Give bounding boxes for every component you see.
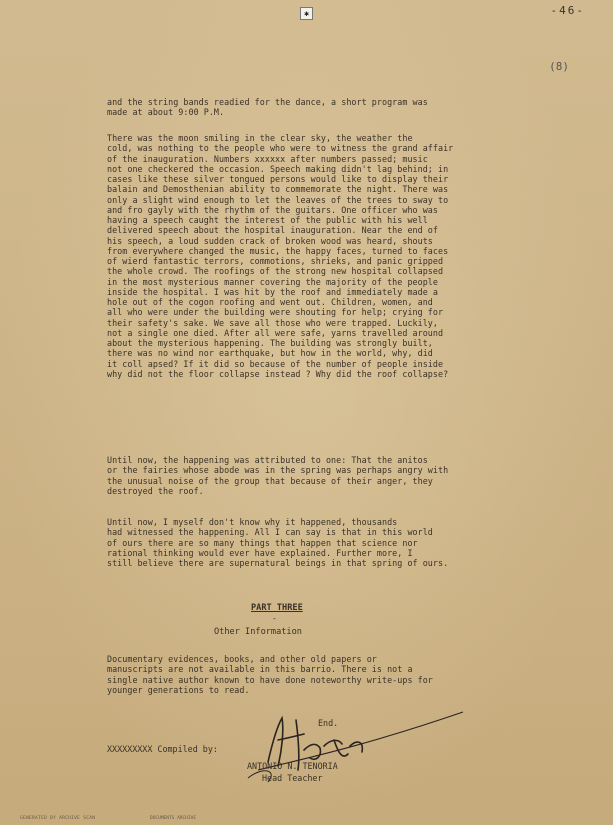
text-line: the unusual noise of the group that because of their anger, they: [107, 475, 433, 486]
text-line: or the fairies whose abode was in the spring was perhaps angry with: [107, 465, 449, 476]
bookmark-icon[interactable]: ✱: [300, 7, 313, 20]
text-line: from everywhere changed the music, the happy faces, turned to faces: [107, 245, 449, 256]
compiler-name: ANTONIO N. TENORIA: [247, 761, 338, 771]
end-marker: End.: [318, 718, 339, 728]
text-line: there was no wind nor earthquake, but how in the world, why, did: [107, 348, 433, 359]
text-line: not a single one died. After all were safe, yarns travelled around: [107, 327, 444, 338]
text-line: younger generations to read.: [107, 684, 250, 695]
text-line: made at about 9:00 P.M.: [107, 107, 225, 118]
text-line: still believe there are supernatural beings in that spring of ours.: [107, 558, 449, 568]
footer-right: DOCUMENTS ARCHIVE: [150, 816, 197, 821]
text-line: of wierd fantastic terrors, commotions, shrieks, and panic gripped: [107, 256, 444, 266]
text-line: the whole crowd. The roofings of the strong new hospital collapsed: [107, 266, 444, 277]
page-number: -46-: [550, 4, 585, 17]
footer-left: GENERATED BY ARCHIVE SCAN: [20, 816, 96, 821]
text-line: about the mysterious happening. The building was strongly built,: [107, 338, 433, 348]
part-dash: -: [272, 614, 277, 623]
section-number: (8): [549, 60, 569, 73]
text-line: in the most mysterious manner covering the majority of the people: [107, 276, 438, 287]
text-line: and fro gayly with the rhythm of the guitars. One officer who was: [107, 204, 438, 215]
text-line: had witnessed the happening. All I can say is that in this world: [107, 527, 433, 538]
paragraph-2: [107, 133, 453, 379]
text-line: all who were under the building were shouting for help; crying for: [107, 307, 444, 318]
text-line: and the string bands readied for the dance, a short program was: [107, 97, 428, 107]
text-line: it coll apsed? If it did so because of the number of people inside: [107, 358, 444, 369]
text-line: delivered speech about the hospital inauguration. Near the end of: [107, 225, 438, 236]
text-line: balain and Demosthenian ability to commemorate the night. There was: [107, 184, 449, 195]
text-line: not one checkered the occasion. Speech making didn't lag behind; in: [107, 163, 449, 174]
text-line: having a speech caught the interest of the public with his well: [107, 215, 428, 225]
text-line: single native author known to have done noteworthy write-ups for: [107, 674, 433, 685]
text-line: Until now, the happening was attributed to one: That the anitos: [107, 455, 428, 465]
paragraph-5: [107, 654, 433, 695]
part-subtitle: Other Information: [214, 627, 302, 637]
text-line: only a slight wind enough to let the leaves of the trees to sway to: [107, 194, 449, 205]
text-line: his speech, a loud sudden crack of broken wood was heard, shouts: [107, 235, 433, 246]
part-heading: PART THREE: [251, 603, 303, 613]
paragraph-3: [107, 455, 448, 496]
text-line: inside the hospital. I was hit by the roof and immediately made a: [107, 286, 438, 297]
compiler-role: Head Teacher: [262, 773, 323, 783]
paragraph-1: [107, 97, 428, 118]
compiled-by-label: XXXXXXXXX Compiled by:: [107, 744, 218, 754]
text-line: rational thinking would ever have explained. Further more, I: [107, 547, 413, 558]
text-line: Documentary evidences, books, and other old papers or: [107, 654, 377, 664]
text-line: hole out of the cogon roofing and went out. Children, women, and: [107, 297, 433, 307]
text-line: There was the moon smiling in the clear sky, the weather the: [107, 133, 413, 143]
text-line: their safety's sake. We save all those who were trapped. Luckily,: [107, 317, 438, 328]
text-line: destroyed the roof.: [107, 485, 204, 496]
text-line: cold, was nothing to the people who were to witness the grand affair: [107, 143, 454, 154]
text-line: of ours there are so many things that happen that science nor: [107, 537, 418, 548]
text-line: manuscripts are not available in this barrio. There is not a: [107, 664, 413, 675]
text-line: cases like these silver tongued persons would like to display their: [107, 174, 449, 184]
text-line: why did not the floor collapse instead ? Why did the roof collapse?: [107, 368, 449, 379]
text-line: Until now, I myself don't know why it happened, thousands: [107, 517, 398, 527]
paragraph-4: [107, 517, 448, 568]
text-line: of the inauguration. Numbers xxxxxx after numbers passed; music: [107, 153, 428, 164]
